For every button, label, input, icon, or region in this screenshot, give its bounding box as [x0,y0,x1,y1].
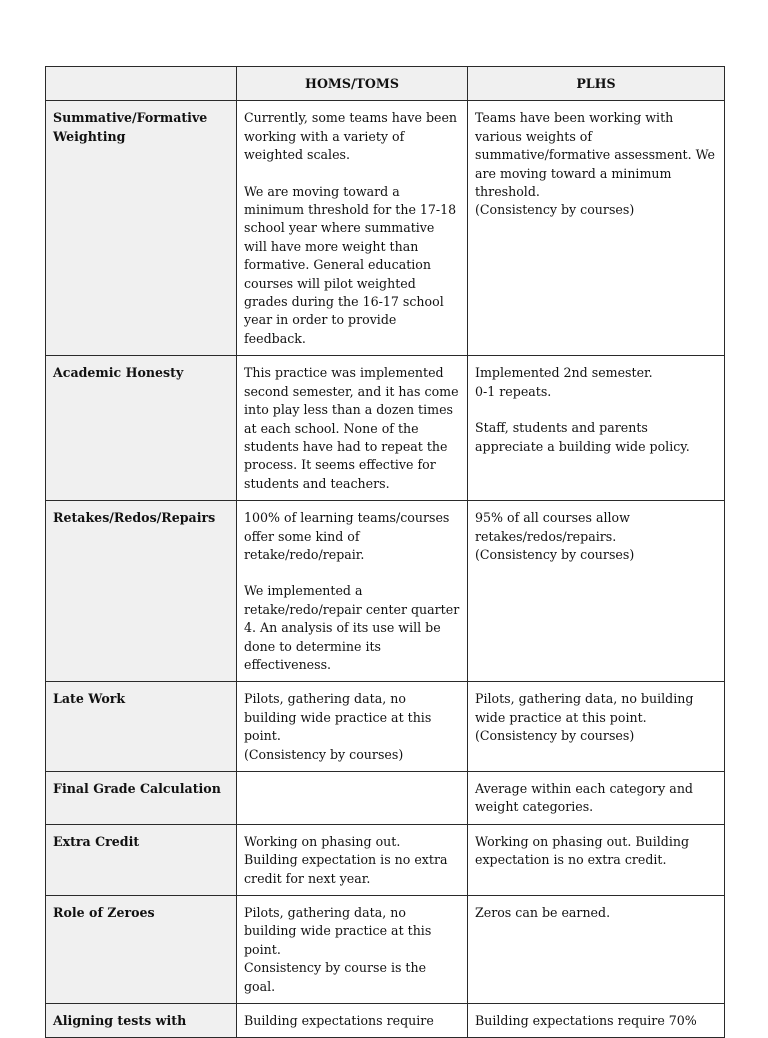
homs-cell [237,101,468,356]
cell-text: Working on phasing out. Building expectation is no extra credit. [475,833,690,868]
cell-text: Implemented 2nd semester. [475,365,653,381]
header-blank [46,67,237,101]
table-row [46,101,725,356]
table-header-row [46,67,725,101]
cell-text: Consistency by course is the goal. [244,960,427,994]
cell-text: 100% of learning teams/courses offer some kind of retake/redo/repair. [244,510,450,562]
cell-text: Pilots, gathering data, no building wide practice at this point. [244,905,432,957]
cell-text: Working on phasing out. [244,833,401,849]
cell-text: Pilots, gathering data, no building wide practice at this point. [244,691,432,744]
table-row [46,501,725,682]
row-label: Aligning tests with [46,1004,237,1038]
table-row [46,682,725,772]
row-label: Extra Credit [46,824,237,895]
cell-text: Building expectations require 70% [475,1013,697,1029]
plhs-cell [468,824,725,895]
cell-text: We are moving toward a minimum threshold for the 17-18 school year where summative will have more weight than formative. General education courses will pilot weighted grades during the 16-17 school year in order to provide feedback. [244,183,457,346]
homs-cell [237,682,468,772]
cell-text: Zeros can be earned. [475,905,611,921]
row-label: Summative/Formative Weighting [46,101,237,356]
table-row [46,356,725,501]
cell-text: Staff, students and parents appreciate a building wide policy. [475,420,690,454]
cell-text: 95% of all courses allow retakes/redos/repairs. [475,510,630,544]
cell-text: Building expectation is no extra credit for next year. [244,852,448,886]
cell-text: Average within each category and weight categories. [475,781,693,815]
homs-cell [237,772,468,825]
row-label: Final Grade Calculation [46,772,237,825]
plhs-cell [468,501,725,682]
plhs-cell [468,682,725,772]
cell-text: Currently, some teams have been working with a variety of weighted scales. [244,110,458,163]
table-row [46,1004,725,1038]
cell-text: (Consistency by courses) [475,202,635,218]
plhs-cell [468,772,725,825]
cell-text: (Consistency by courses) [475,546,635,562]
plhs-cell [468,896,725,1004]
cell-text: 0-1 repeats. [475,383,552,399]
homs-cell [237,501,468,682]
cell-text: Teams have been working with various weights of summative/formative assessment. We are moving toward a minimum threshold. [475,110,715,200]
row-label: Late Work [46,682,237,772]
cell-text: We implemented a retake/redo/repair center quarter 4. An analysis of its use will be done to determine its effectiveness. [244,583,460,672]
homs-cell [237,356,468,501]
homs-cell [237,1004,468,1038]
cell-text: (Consistency by courses) [475,728,635,744]
plhs-cell [468,356,725,501]
cell-text: Building expectations require [244,1013,434,1029]
grading-practices-table [45,66,725,1038]
cell-text: Pilots, gathering data, no building wide practice at this point. [475,691,694,725]
homs-cell [237,896,468,1004]
header-plhs: PLHS [468,67,725,101]
table-row [46,896,725,1004]
plhs-cell [468,101,725,356]
cell-text: This practice was implemented second semester, and it has come into play less than a dozen times at each school. None of the students have had to repeat the process. It seems effective for students and teachers. [244,365,459,491]
row-label: Role of Zeroes [46,896,237,1004]
row-label: Academic Honesty [46,356,237,501]
header-homs-toms: HOMS/TOMS [237,67,468,101]
row-label: Retakes/Redos/Repairs [46,501,237,682]
cell-text: (Consistency by courses) [244,746,404,762]
table-row [46,772,725,825]
homs-cell [237,824,468,895]
plhs-cell [468,1004,725,1038]
table-row [46,824,725,895]
